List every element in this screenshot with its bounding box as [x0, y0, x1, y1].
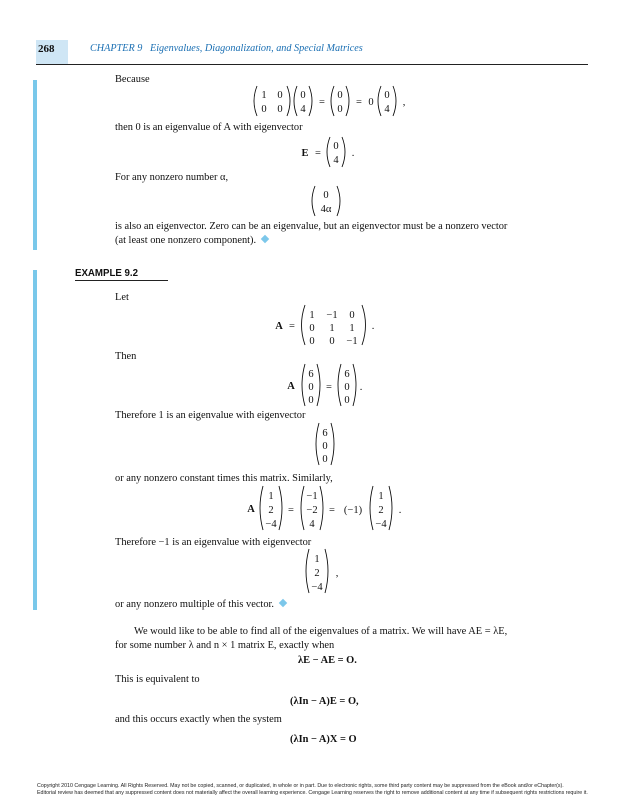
eq6-v2-3: 4 — [309, 519, 315, 530]
svg-text:=: = — [319, 97, 325, 108]
equation-5 — [312, 421, 338, 467]
eq1-m-22: 0 — [277, 104, 283, 115]
eq6-v2-2: −2 — [306, 505, 318, 516]
equation-1 — [250, 84, 420, 118]
eq7-v-2: 2 — [314, 568, 320, 579]
matA-22: 1 — [329, 323, 335, 334]
eq6-v3-2: 2 — [378, 505, 384, 516]
eq4-v1-3: 0 — [308, 395, 314, 406]
equation-lambda: λE − AE = O. — [298, 655, 357, 666]
page-number: 268 — [38, 43, 55, 55]
header-rule — [36, 64, 588, 65]
eq7-v-1: 1 — [314, 554, 320, 565]
eq1-v2-1: 0 — [337, 90, 343, 101]
eq2-lhs: E — [301, 148, 309, 159]
svg-text:=: = — [356, 97, 362, 108]
svg-text:.: . — [351, 148, 355, 159]
eq1-scalar: 0 — [368, 97, 374, 108]
eq4-lhs: A — [287, 381, 295, 392]
svg-text:=: = — [288, 505, 294, 516]
eq2-v-2: 4 — [333, 155, 339, 166]
svg-text:=: = — [315, 148, 321, 159]
matA-13: 0 — [349, 310, 355, 321]
svg-text:,: , — [335, 568, 339, 579]
eq3-v-2: 4α — [320, 204, 332, 215]
eq1-v2-2: 0 — [337, 104, 343, 115]
matrix-a — [272, 303, 382, 347]
eq4-v2-1: 6 — [344, 369, 350, 380]
eq5-v-1: 6 — [322, 428, 328, 439]
eq4-v2-2: 0 — [344, 382, 350, 393]
eq5-v-3: 0 — [322, 454, 328, 465]
text-occurs: and this occurs exactly when the system — [115, 714, 282, 725]
text-because: Because — [115, 74, 150, 85]
eq6-lhs: A — [247, 504, 255, 515]
eq1-v1-1: 0 — [300, 90, 306, 101]
eq6-v2-1: −1 — [306, 491, 318, 502]
text-anynonzero: For any nonzero number α, — [115, 172, 229, 183]
matA-11: 1 — [309, 310, 315, 321]
equation-system: (λIn − A)X = O — [290, 734, 357, 745]
equation-6 — [245, 484, 415, 532]
svg-text:.: . — [359, 382, 363, 393]
svg-text:.: . — [371, 321, 375, 332]
eq4-v1-2: 0 — [308, 382, 314, 393]
matA-23: 1 — [349, 323, 355, 334]
text-ormult-line — [115, 598, 286, 611]
matA-31: 0 — [309, 336, 315, 347]
text-equiv: This is equivalent to — [115, 674, 200, 685]
text-wewould1: We would like to be able to find all of the eigenvalues of a matrix. We will have AE = λE, — [134, 626, 508, 637]
eq6-scalar: (−1) — [343, 505, 363, 516]
margin-bar-top — [33, 80, 37, 250]
eq1-m-11: 1 — [261, 90, 267, 101]
equation-4 — [284, 362, 364, 408]
eq2-v-1: 0 — [333, 141, 339, 152]
svg-text:.: . — [398, 505, 402, 516]
text-also1: is also an eigenvector. Zero can be an eigenvalue, but an eigenvector must be a nonzero vector — [115, 221, 508, 232]
text-then: Then — [115, 351, 137, 362]
chapter-heading — [90, 43, 363, 54]
copyright-line-1: Copyright 2010 Cengage Learning. All Rights Reserved. May not be copied, scanned, or duplicated, in whole or in part. Due to electronic rights, some third party content may be suppressed from the eBook and/or eChapter(s). — [37, 783, 564, 789]
text-also2-line — [115, 234, 268, 247]
text-wewould2: for some number λ and n × 1 matrix E, exactly when — [115, 640, 335, 651]
text-then0: then 0 is an eigenvalue of A with eigenvector — [115, 122, 303, 133]
text-orany: or any nonzero constant times this matrix. Similarly, — [115, 473, 333, 484]
text-therefore-neg1: Therefore −1 is an eigenvalue with eigenvector — [115, 537, 312, 548]
eq1-m-21: 0 — [261, 104, 267, 115]
eq6-v3-3: −4 — [375, 519, 387, 530]
eq4-v1-1: 6 — [308, 369, 314, 380]
eq1-v3-2: 4 — [384, 104, 390, 115]
chapter-label: CHAPTER 9 — [90, 43, 143, 54]
matA-lhs: A — [275, 321, 283, 332]
example-title: EXAMPLE 9.2 — [75, 268, 138, 279]
eq5-v-2: 0 — [322, 441, 328, 452]
end-of-example-diamond-icon — [261, 235, 269, 243]
eq1-m-12: 0 — [277, 90, 283, 101]
equation-3 — [308, 184, 348, 218]
eq1-v1-2: 4 — [300, 104, 306, 115]
matA-21: 0 — [309, 323, 315, 334]
copyright-line-2: Editorial review has deemed that any suppressed content does not materially affect the overall learning experience. Cengage Learning reserves the right to remove additional content at any time if subsequent rights restrictions require it. — [37, 790, 588, 796]
text-also2: (at least one nonzero component). — [115, 235, 257, 246]
eq6-v3-1: 1 — [378, 491, 384, 502]
svg-text:=: = — [289, 321, 295, 332]
end-of-example-diamond-icon-2 — [279, 599, 287, 607]
margin-bar-example — [33, 270, 37, 610]
eq3-v-1: 0 — [323, 190, 329, 201]
text-ormult: or any nonzero multiple of this vector. — [115, 599, 274, 610]
eq6-v1-3: −4 — [265, 519, 277, 530]
equation-in: (λIn − A)E = O, — [290, 696, 359, 707]
matA-33: −1 — [346, 336, 358, 347]
chapter-title: Eigenvalues, Diagonalization, and Special Matrices — [150, 43, 363, 54]
matA-12: −1 — [326, 310, 338, 321]
eq4-v2-3: 0 — [344, 395, 350, 406]
matA-32: 0 — [329, 336, 335, 347]
svg-text:=: = — [329, 505, 335, 516]
eq7-v-3: −4 — [311, 582, 323, 593]
eq6-v1-1: 1 — [268, 491, 274, 502]
svg-text:=: = — [326, 382, 332, 393]
equation-7 — [302, 547, 352, 595]
text-therefore1: Therefore 1 is an eigenvalue with eigenvector — [115, 410, 306, 421]
svg-text:,: , — [402, 97, 406, 108]
eq1-v3-1: 0 — [384, 90, 390, 101]
example-rule — [75, 280, 168, 281]
eq6-v1-2: 2 — [268, 505, 274, 516]
text-let: Let — [115, 292, 129, 303]
equation-2 — [298, 134, 368, 170]
